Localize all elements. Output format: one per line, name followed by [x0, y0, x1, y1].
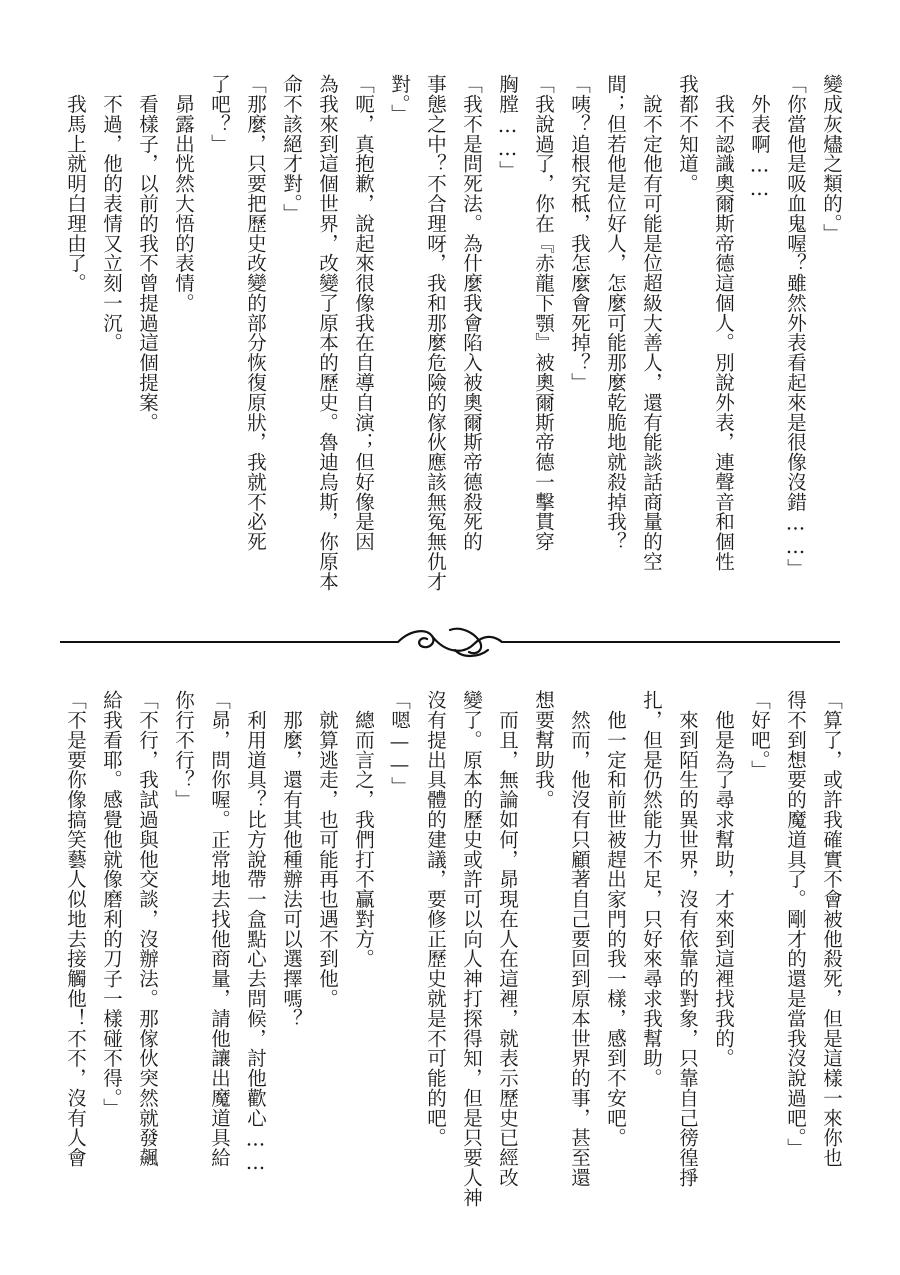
- text-column: 而且，無論如何，昴現在人在這裡，就表示歷史已經改: [496, 690, 519, 1188]
- text-column: 他一定和前世被趕出家門的我一樣，感到不安吧。: [604, 690, 627, 1148]
- text-column: 總而言之，我們打不贏對方。: [352, 690, 375, 969]
- text-column: 「不是要你像搞笑藝人似地去接觸他！不不，沒有人會: [64, 690, 87, 1168]
- text-column: 對。」: [388, 74, 411, 124]
- text-column: 「嗯——」: [388, 690, 411, 797]
- text-column: 就算逃走，也可能再也遇不到他。: [316, 690, 339, 1009]
- text-column: 命不該絕才對。」: [280, 74, 303, 224]
- text-column: 給我看耶。感覺他就像磨利的刀子一樣碰不得。」: [100, 690, 123, 1118]
- text-column: 「我不是問死法。為什麼我會陷入被奧爾斯帝德殺死的: [460, 74, 483, 552]
- text-column: 間；但若他是位好人，怎麼可能那麼乾脆地就殺掉我？: [604, 74, 627, 552]
- text-column: 沒有提出具體的建議，要修正歷史就是不可能的吧。: [424, 690, 447, 1148]
- text-column: 為我來到這個世界，改變了原本的歷史。魯迪烏斯，你原本: [316, 74, 339, 592]
- lower-text-block: [0, 690, 900, 1250]
- text-column: 我馬上就明白理由了。: [64, 74, 87, 293]
- text-column: 利用道具？比方說帶一盒點心去問候，討他歡心……: [244, 690, 267, 1175]
- text-column: 他是為了尋求幫助，才來到這裡找我的。: [712, 690, 735, 1068]
- text-column: 不過，他的表情又立刻一沉。: [100, 74, 123, 353]
- ornamental-divider: [60, 620, 840, 664]
- text-column: 「昴，問你喔。正常地去找他商量，請他讓出魔道具給: [208, 690, 231, 1168]
- upper-text-block: [0, 74, 900, 626]
- text-column: 然而，他沒有只顧著自己要回到原本世界的事，甚至還: [568, 690, 591, 1188]
- text-column: 昴露出恍然大悟的表情。: [172, 74, 195, 313]
- text-column: 我不認識奧爾斯帝德這個人。別說外表，連聲音和個性: [712, 74, 735, 572]
- text-column: 「我說過了，你在『赤龍下顎』被奧爾斯帝德一擊貫穿: [532, 74, 555, 552]
- text-column: 「那麼，只要把歷史改變的部分恢復原狀，我就不必死: [244, 74, 267, 552]
- text-column: 看樣子，以前的我不曾提過這個提案。: [136, 74, 159, 433]
- text-column: 胸膛……」: [496, 74, 519, 181]
- text-column: 「算了，或許我確實不會被他殺死，但是這樣一來你也: [820, 690, 843, 1168]
- text-column: 那麼，還有其他種辦法可以選擇嗎？: [280, 690, 303, 1029]
- text-column: 「你當他是吸血鬼喔？雖然外表看起來是很像沒錯……」: [784, 74, 807, 579]
- text-column: 「好吧。」: [748, 690, 771, 780]
- text-column: 扎，但是仍然能力不足，只好來尋求我幫助。: [640, 690, 663, 1088]
- text-column: 「不行，我試過與他交談，沒辦法。那傢伙突然就發飆: [136, 690, 159, 1168]
- text-column: 外表啊……: [748, 74, 771, 201]
- text-column: 我都不知道。: [676, 74, 699, 194]
- text-column: 「呃，真抱歉，說起來很像我在自導自演；但好像是因: [352, 74, 375, 552]
- text-column: 你行不行？」: [172, 690, 195, 810]
- flourish-icon: [398, 629, 502, 656]
- text-column: 想要幫助我。: [532, 690, 555, 810]
- text-column: 得不到想要的魔道具了。剛才的還是當我沒說過吧。」: [784, 690, 807, 1158]
- text-column: 變成灰燼之類的。」: [820, 74, 843, 244]
- text-column: 「咦？追根究柢，我怎麼會死掉？」: [568, 74, 591, 393]
- text-column: 事態之中？不合理呀，我和那麼危險的傢伙應該無冤無仇才: [424, 74, 447, 592]
- text-column: 說不定他有可能是位超級大善人，還有能談話商量的空: [640, 74, 663, 572]
- text-column: 來到陌生的異世界，沒有依靠的對象，只靠自己徬徨掙: [676, 690, 699, 1188]
- text-column: 變了。原本的歷史或許可以向人神打探得知，但是只要人神: [460, 690, 483, 1208]
- text-column: 了吧？」: [208, 74, 231, 154]
